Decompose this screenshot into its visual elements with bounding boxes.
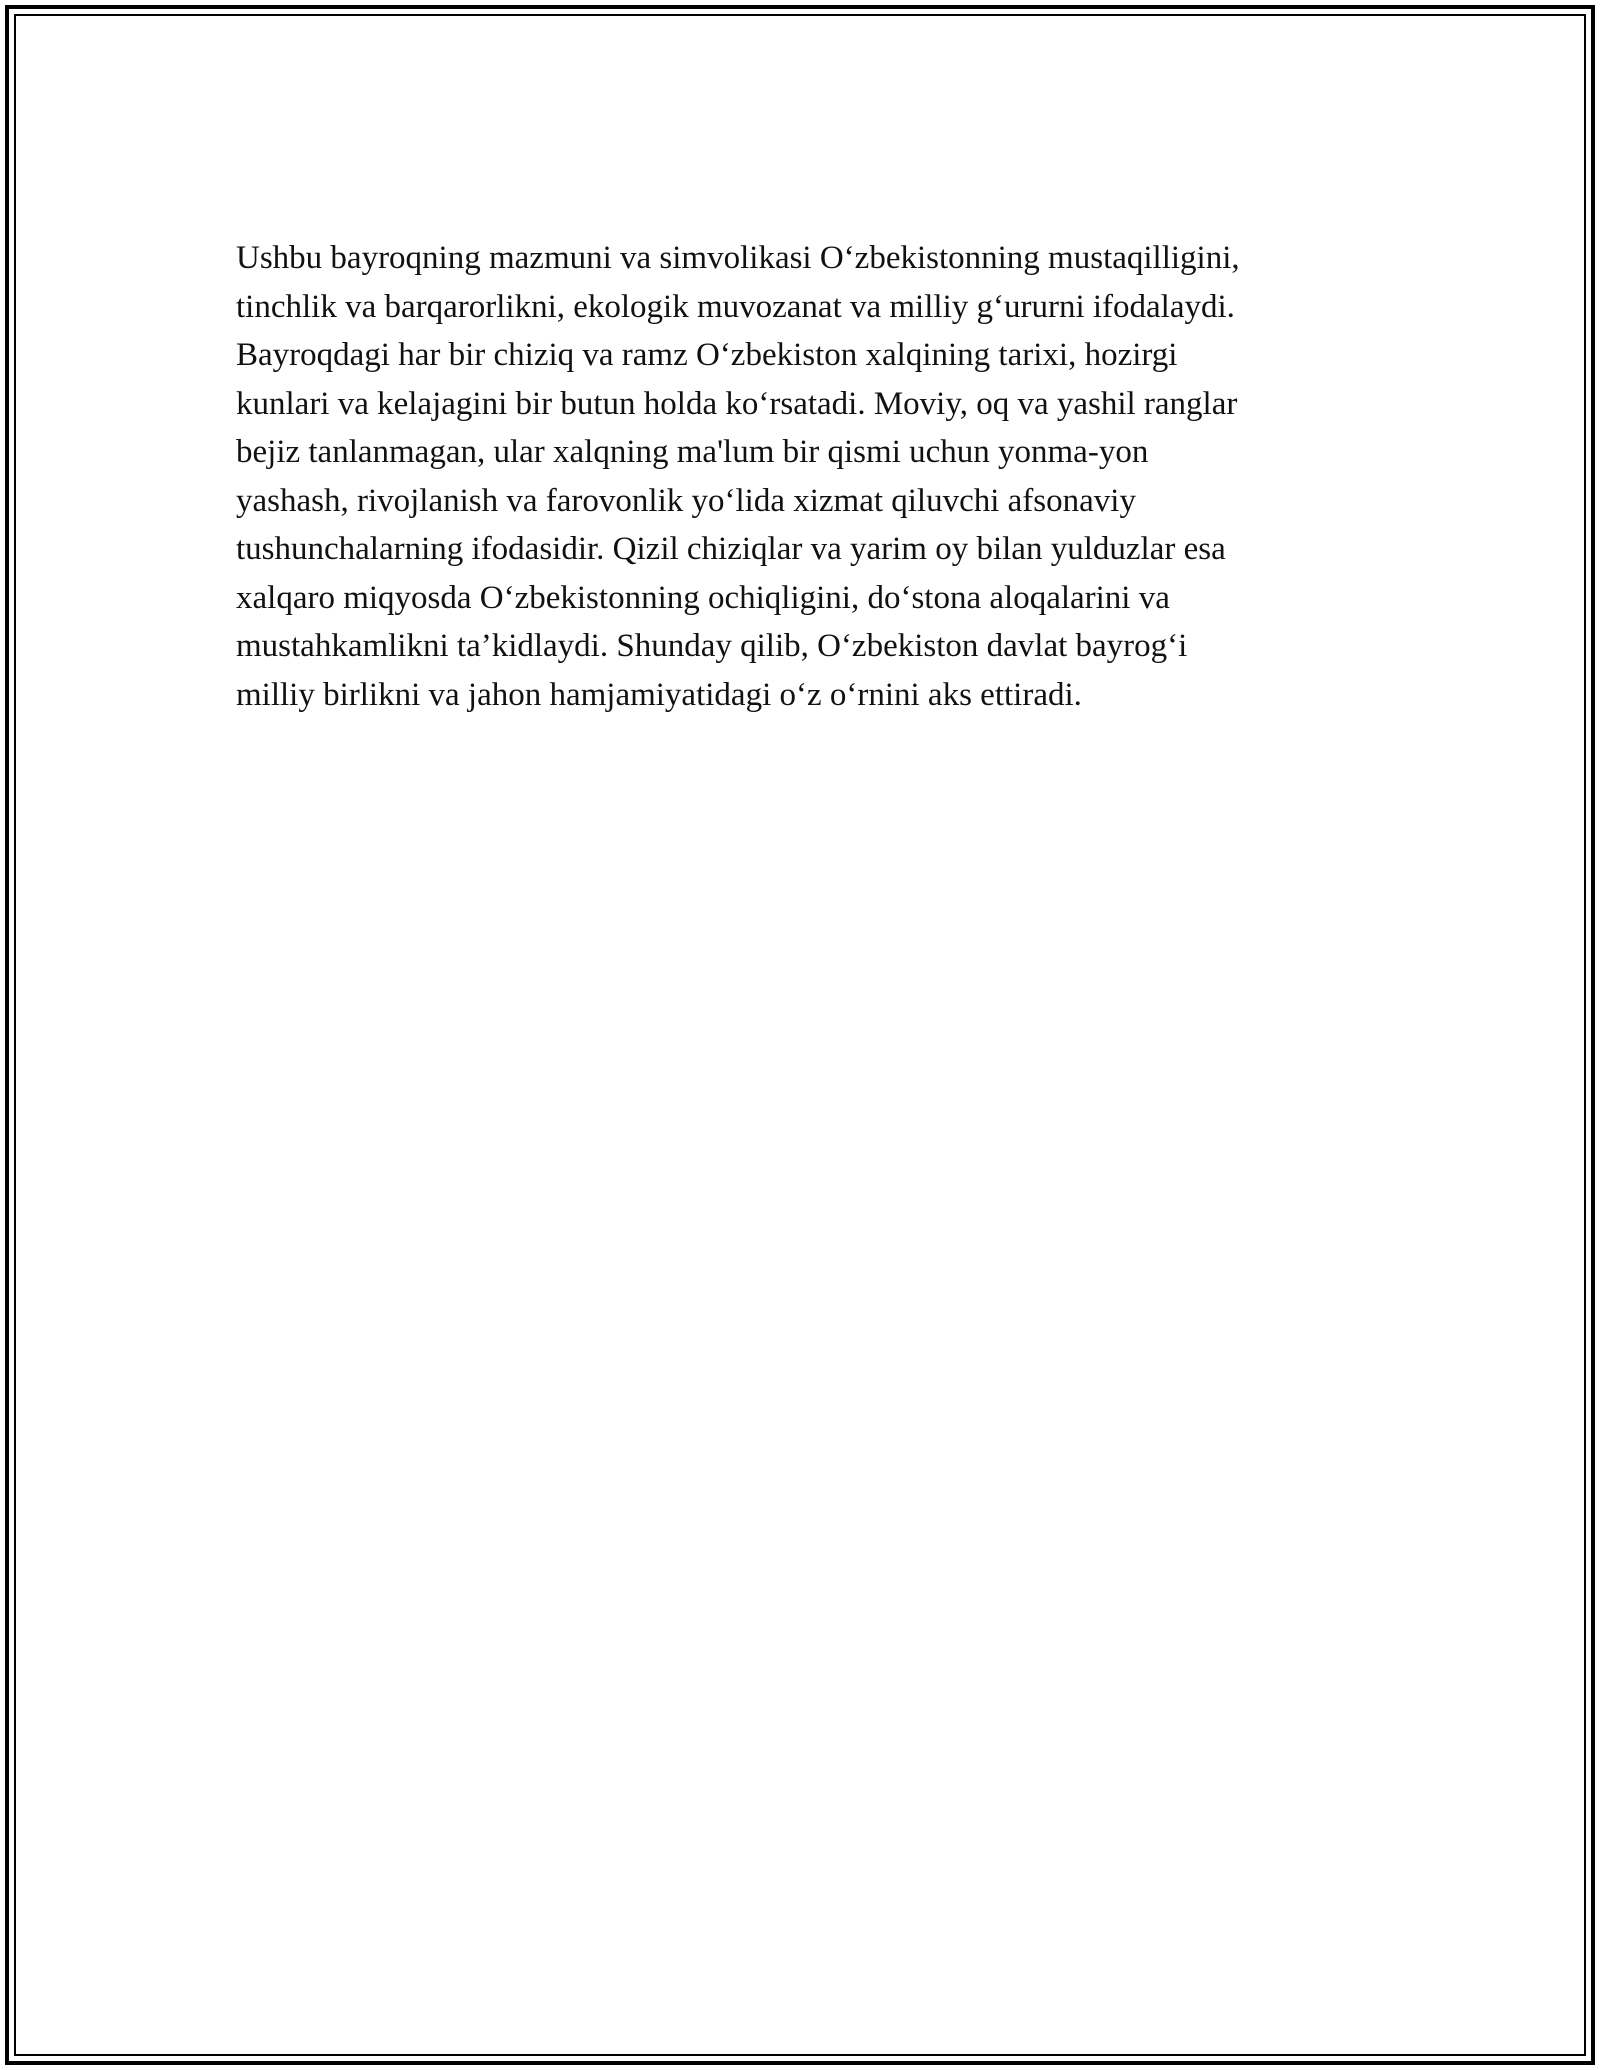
paragraph-line: yashash, rivojlanish va farovonlik yo‘lida xizmat qiluvchi afsonaviy xyxy=(236,482,1136,519)
paragraph-line: xalqaro miqyosda O‘zbekistonning ochiqligini, do‘stona aloqalarini va xyxy=(236,579,1170,616)
paragraph-line: milliy birlikni va jahon hamjamiyatidagi o‘z o‘rnini aks ettiradi. xyxy=(236,676,1082,713)
paragraph-line: kunlari va kelajagini bir butun holda ko‘rsatadi. Moviy, oq va yashil ranglar xyxy=(236,385,1238,422)
body-paragraph xyxy=(236,234,1366,719)
paragraph-line: Ushbu bayroqning mazmuni va simvolikasi O‘zbekistonning mustaqilligini, xyxy=(236,240,1240,276)
document-body xyxy=(236,234,1366,719)
paragraph-line: Bayroqdagi har bir chiziq va ramz O‘zbekiston xalqining tarixi, hozirgi xyxy=(236,337,1178,373)
paragraph-line: bejiz tanlanmagan, ular xalqning ma'lum bir qismi uchun yonma-yon xyxy=(236,434,1149,470)
paragraph-line: tushunchalarning ifodasidir. Qizil chiziqlar va yarim oy bilan yulduzlar esa xyxy=(236,531,1226,567)
paragraph-line: mustahkamlikni ta’kidlaydi. Shunday qilib, O‘zbekiston davlat bayrog‘i xyxy=(236,628,1188,664)
paragraph-line: tinchlik va barqarorlikni, ekologik muvozanat va milliy g‘ururni ifodalaydi. xyxy=(236,288,1235,325)
